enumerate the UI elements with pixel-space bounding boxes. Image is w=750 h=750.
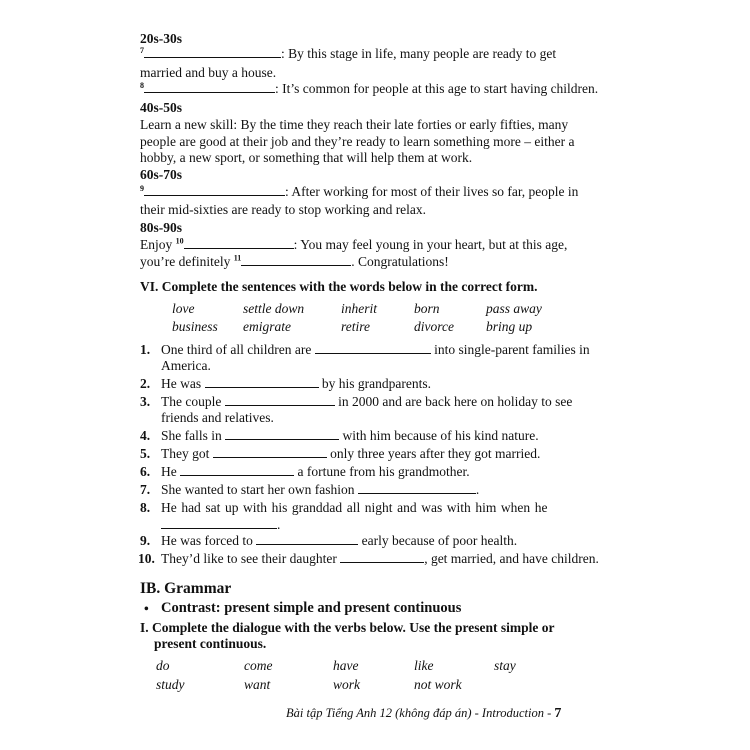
paragraph-40s-line3: hobby, a new sport, or something that will help them at work. (140, 150, 473, 165)
prompt-9: $^9$ : After working for most of their lives so far, people in (140, 184, 579, 199)
exercise-item-1: One third of all children are into single-parent families in (161, 342, 590, 357)
answer-blank-8[interactable] (144, 81, 275, 93)
item-number: 1. (140, 342, 151, 357)
grammar-heading: IB. Grammar (140, 580, 232, 597)
word-box-item: bring up (486, 319, 533, 334)
exercise-item-8: He had sat up with his granddad all night and was with him when he (161, 500, 548, 515)
prompt-8: $^8$ : It’s common for people at this age to start having children. (140, 81, 599, 96)
item-number: 9. (140, 533, 151, 548)
answer-blank[interactable] (213, 446, 327, 458)
answer-blank[interactable] (205, 376, 319, 388)
verb-box-item: do (156, 658, 170, 673)
word-box-item: settle down (243, 301, 305, 316)
exercise-item-6: He a fortune from his grandmother. (161, 464, 470, 479)
prompt-11: you’re definitely $^{11}$ . Congratulations! (140, 253, 449, 269)
item-number: 7. (140, 482, 151, 497)
answer-blank-10[interactable] (184, 237, 294, 249)
page-number: 7 (554, 706, 562, 721)
word-box-item: divorce (414, 319, 454, 334)
exercise-item-9: He was forced to early because of poor health. (161, 533, 518, 548)
page-footer: Bài tập Tiếng Anh 12 (không đáp án) - Introduction - 7 (286, 706, 562, 721)
word-box-item: retire (341, 319, 370, 334)
answer-blank-11[interactable] (241, 254, 351, 266)
exercise-i-title-cont: present continuous. (154, 636, 267, 651)
answer-blank[interactable] (180, 464, 294, 476)
item-number: 8. (140, 500, 151, 515)
exercise-item-3-cont: friends and relatives. (161, 410, 274, 425)
answer-blank[interactable] (358, 482, 476, 494)
answer-blank[interactable] (161, 517, 277, 529)
exercise-item-4: She falls in with him because of his kind nature. (161, 428, 539, 443)
item-number: 5. (140, 446, 151, 461)
exercise-vi-title: VI. Complete the sentences with the words below in the correct form. (140, 279, 538, 294)
verb-box-item: want (244, 677, 271, 692)
verb-box-item: stay (494, 658, 516, 673)
answer-blank[interactable] (225, 394, 335, 406)
verb-box-item: come (244, 658, 273, 673)
prompt-7-cont: married and buy a house. (140, 65, 277, 80)
word-box-item: born (414, 301, 440, 316)
item-number: 2. (140, 376, 151, 391)
item-number: 3. (140, 394, 151, 409)
bullet-icon: • (144, 601, 149, 616)
heading-40s-50s: 40s-50s (140, 100, 183, 115)
prompt-9-cont: their mid-sixties are ready to stop working and relax. (140, 202, 427, 217)
word-box-item: pass away (486, 301, 542, 316)
heading-80s-90s: 80s-90s (140, 220, 183, 235)
exercise-item-1-cont: America. (161, 358, 211, 373)
item-number: 10. (138, 551, 155, 566)
verb-box-item: have (333, 658, 359, 673)
answer-blank-9[interactable] (144, 184, 285, 196)
exercise-item-2: He was by his grandparents. (161, 376, 431, 391)
verb-box-item: work (333, 677, 360, 692)
exercise-item-3: The couple in 2000 and are back here on holiday to see (161, 394, 573, 409)
exercise-item-5: They got only three years after they got married. (161, 446, 541, 461)
exercise-item-10: They’d like to see their daughter , get married, and have children. (161, 551, 599, 566)
answer-blank-7[interactable] (144, 46, 281, 58)
paragraph-40s-line1: Learn a new skill: By the time they reach their late forties or early fifties, many (140, 117, 569, 132)
prompt-10: Enjoy $^{10}$ : You may feel young in your heart, but at this age, (140, 236, 568, 252)
exercise-i-title: I. Complete the dialogue with the verbs below. Use the present simple or (140, 620, 555, 635)
answer-blank[interactable] (225, 428, 339, 440)
word-box-item: emigrate (243, 319, 291, 334)
item-number: 6. (140, 464, 151, 479)
answer-blank[interactable] (315, 342, 431, 354)
exercise-item-8-cont: . (161, 517, 280, 533)
verb-box-item: like (414, 658, 434, 673)
answer-blank[interactable] (340, 551, 424, 563)
verb-box-item: study (156, 677, 185, 692)
answer-blank[interactable] (256, 533, 358, 545)
exercise-item-7: She wanted to start her own fashion . (161, 482, 480, 497)
item-number: 4. (140, 428, 151, 443)
heading-60s-70s: 60s-70s (140, 167, 183, 182)
verb-box-item: not work (414, 677, 462, 692)
word-box-item: love (172, 301, 195, 316)
word-box-item: inherit (341, 301, 377, 316)
heading-20s-30s: 20s-30s (140, 31, 183, 46)
prompt-7: $^7$ : By this stage in life, many people are ready to get (140, 46, 557, 61)
grammar-subheading: Contrast: present simple and present continuous (161, 600, 462, 616)
paragraph-40s-line2: people are good at their job and they’re ready to learn something more – either a (140, 134, 575, 149)
word-box-item: business (172, 319, 218, 334)
